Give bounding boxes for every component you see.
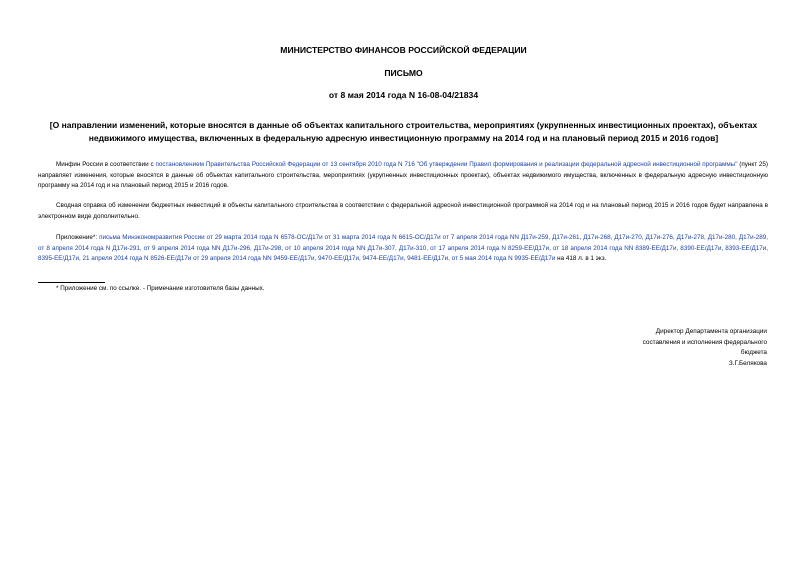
ministry-title: МИНИСТЕРСТВО ФИНАНСОВ РОССИЙСКОЙ ФЕДЕРАЦИИ <box>280 45 527 55</box>
document-type: ПИСЬМО <box>384 68 423 78</box>
signature-block <box>567 327 767 369</box>
paragraph-1-text-b: (пункт 25) направляет изменения, которые вносятся в данные об объектах капитального строительства, мероприятиях (укрупненных инвестиционных проектах), объектах недвижимого имущества, включенных в федеральную адресную инвестиционную программу на 2014 год и на плановый период 2015 и 2016 годов. <box>38 161 768 189</box>
footnote-divider <box>38 282 105 283</box>
signature-line-1: Директор Департамента организации <box>655 328 767 335</box>
signature-line-2: составления и исполнения федерального <box>642 338 767 346</box>
attachment-label: Приложение*: <box>56 234 100 241</box>
government-decree-link[interactable]: постановлением Правительства Российской Федерации от 13 сентября 2010 года N 716 "Об утверждении Правил формирования и реализации федеральной адресной инвестиционной программы" <box>155 161 738 168</box>
paragraph-2 <box>38 201 768 222</box>
paragraph-3 <box>38 233 768 265</box>
paragraph-1 <box>38 160 768 192</box>
attachment-tail: на 418 л. в 1 экз. <box>555 255 607 262</box>
document-subject: [О направлении изменений, которые вносятся в данные об объектах капитального строительства, мероприятиях (укрупненных инвестиционных проектах), объектах недвижимого имущества, включенных в федеральную адресную инвестиционную программу на 2014 год и на плановый период 2015 и 2016 годов] <box>49 120 758 143</box>
paragraph-1-text-a: Минфин России в соответствии с <box>56 161 156 168</box>
signatory-name: З.Г.Белякова <box>728 359 767 367</box>
signature-line-3: бюджета <box>740 349 767 356</box>
ministry-letters-link[interactable]: письма Минэкономразвития России от 29 марта 2014 года N 6578-ОС/Д17и от 31 марта 2014 года N 6615-ОС/Д17и от 7 апреля 2014 года NN Д17и-259, Д17и-261, Д17и-268, Д17и-270, Д17и-276, Д17и-278, Д17и-280, Д17и-289, от 8 апреля 2014 года N Д17и-291, от 9 апреля 2014 года NN Д17и-296, Д17и-298, от 10 апреля 2014 года NN Д17и-307, Д17и-310, от 17 апреля 2014 года N 8259-ЕЕ/Д17и, от 18 апреля 2014 года NN 8389-ЕЕ/Д17и, 8390-ЕЕ/Д17и, 8393-ЕЕ/Д17и, 8395-ЕЕ/Д17и, 21 апреля 2014 года N 8526-ЕЕ/Д17и от 29 апреля 2014 года NN 9459-ЕЕ/Д17и, 9470-ЕЕ/Д17и, 9474-ЕЕ/Д17и, 9481-ЕЕ/Д17и, от 5 мая 2014 года N 9935-ЕЕ/Д17и <box>38 234 768 262</box>
footnote: * Приложение см. по ссылке. - Примечание изготовителя базы данных. <box>56 285 265 292</box>
document-date-number: от 8 мая 2014 года N 16-08-04/21834 <box>328 90 479 100</box>
paragraph-2-text: Сводная справка об изменении бюджетных инвестиций в объекты капитального строительства в соответствии с федеральной адресной инвестиционной программой на 2014 год и на плановый период 2015 и 2016 годов будет направлена в электронном виде дополнительно. <box>38 202 768 220</box>
